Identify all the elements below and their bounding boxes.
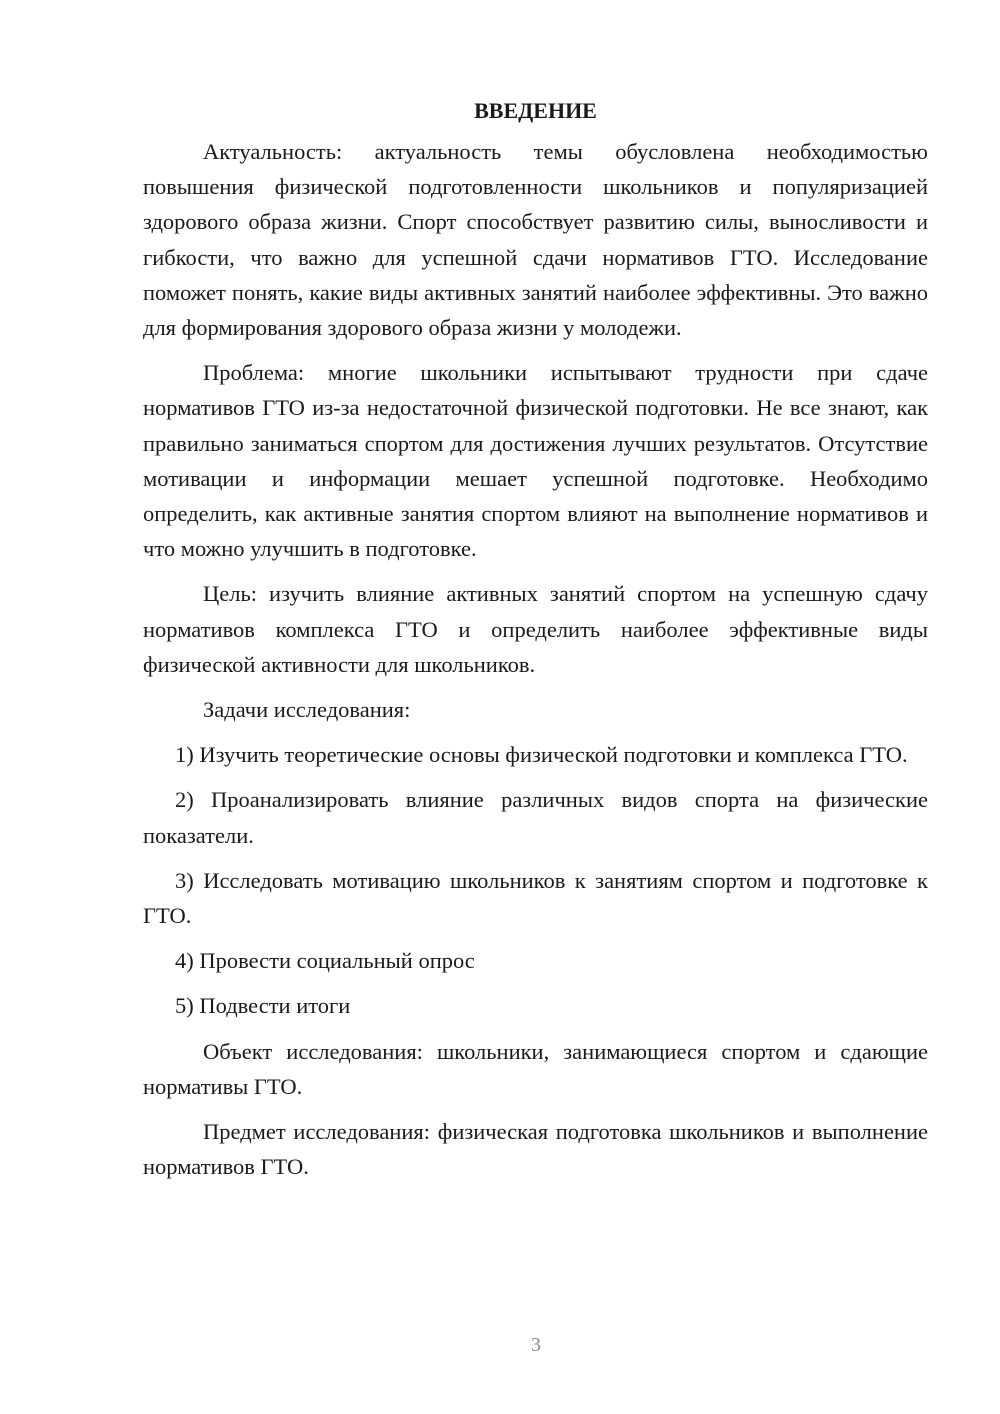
task-item-5: 5) Подвести итоги [175, 993, 351, 1019]
relevance-paragraph: Актуальность: актуальность темы обусловлена необходимостью повышения физической подготовленности школьников и популяризацией здорового образа жизни. Спорт способствует развитию силы, выносливости и гибкости, что важно для успешной сдачи нормативов ГТО. Исследование поможет понять, какие виды активных занятий наиболее эффективны. Это важно для формирования здорового образа жизни у молодежи. [143, 139, 928, 341]
task-item-1: 1) Изучить теоретические основы физической подготовки и комплекса ГТО. [175, 742, 908, 768]
document-page [143, 96, 928, 1194]
research-object-paragraph: Объект исследования: школьники, занимающиеся спортом и сдающие нормативы ГТО. [143, 1038, 928, 1099]
task-item-2: 2) Проанализировать влияние различных видов спорта на физические показатели. [143, 787, 928, 848]
tasks-heading: Задачи исследования: [203, 697, 411, 723]
research-subject-paragraph: Предмет исследования: физическая подготовка школьников и выполнение нормативов ГТО. [143, 1119, 928, 1180]
page-title: ВВЕДЕНИЕ [474, 98, 597, 123]
page-number: 3 [531, 1334, 541, 1356]
task-item-4: 4) Провести социальный опрос [175, 948, 475, 974]
problem-paragraph: Проблема: многие школьники испытывают трудности при сдаче нормативов ГТО из-за недостаточной физической подготовки. Не все знают, как правильно заниматься спортом для достижения лучших результатов. Отсутствие мотивации и информации мешает успешной подготовке. Необходимо определить, как активные занятия спортом влияют на выполнение нормативов и что можно улучшить в подготовке. [143, 360, 928, 562]
task-item-3: 3) Исследовать мотивацию школьников к занятиям спортом и подготовке к ГТО. [143, 867, 928, 929]
goal-paragraph: Цель: изучить влияние активных занятий спортом на успешную сдачу нормативов комплекса ГТО и определить наиболее эффективные виды физической активности для школьников. [143, 581, 928, 677]
